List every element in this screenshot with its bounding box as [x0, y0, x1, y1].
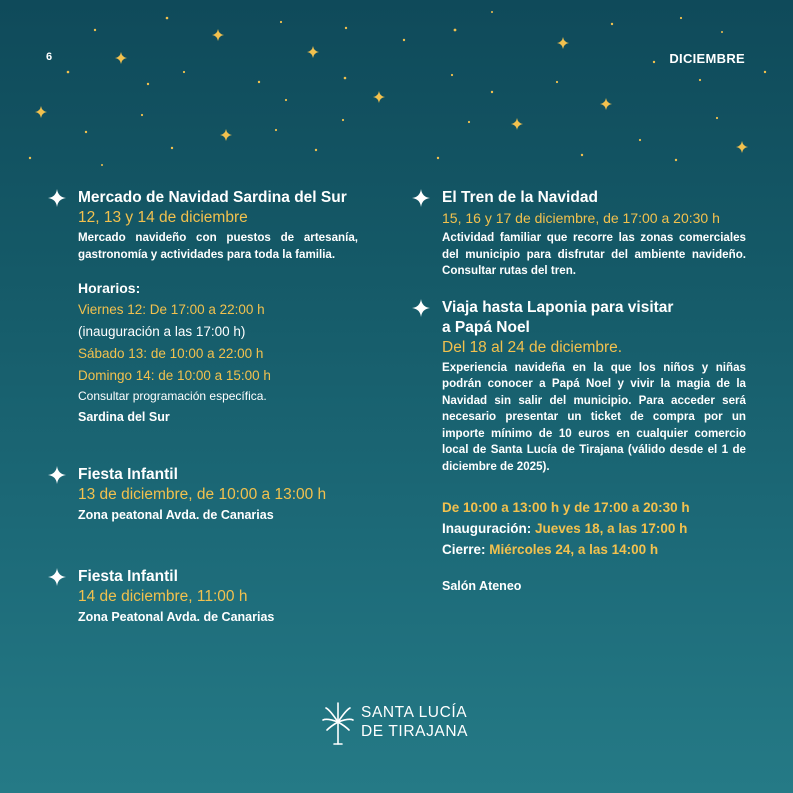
event-venue: Zona peatonal Avda. de Canarias	[78, 508, 274, 522]
event-description: Mercado navideño con puestos de artesanía, gastronomía y actividades para toda la familia.	[78, 231, 358, 261]
event-mercado-navidad	[48, 188, 358, 427]
event-title: El Tren de la Navidad	[442, 189, 598, 206]
event-fiesta-infantil-13	[48, 465, 358, 525]
event-fiesta-infantil-14	[48, 567, 358, 627]
municipality-logo	[321, 700, 481, 746]
schedule-line: Domingo 14: de 10:00 a 15:00 h	[78, 368, 271, 383]
opening-value: Jueves 18, a las 17:00 h	[535, 521, 688, 536]
event-title-line2: a Papá Noel	[442, 318, 530, 336]
logo-line2: DE TIRAJANA	[361, 723, 469, 740]
event-title: Mercado de Navidad Sardina del Sur	[78, 189, 347, 206]
event-date: 15, 16 y 17 de diciembre, de 17:00 a 20:30 h	[442, 210, 720, 226]
event-tren-navidad	[412, 188, 746, 280]
event-title: Fiesta Infantil	[78, 466, 178, 483]
page-number: 6	[46, 51, 53, 63]
right-column	[412, 188, 746, 596]
event-opening	[442, 518, 746, 539]
sparkle-icon	[48, 568, 66, 586]
event-closing	[442, 539, 746, 560]
sparkle-icon	[412, 189, 430, 207]
starfield-decoration	[0, 0, 793, 180]
logo-line1: SANTA LUCÍA	[361, 704, 468, 721]
closing-value: Miércoles 24, a las 14:00 h	[489, 542, 659, 557]
schedule-line: Viernes 12: De 17:00 a 22:00 h	[78, 302, 265, 317]
sparkle-icon	[48, 466, 66, 484]
event-date: 12, 13 y 14 de diciembre	[78, 209, 248, 226]
event-description: Actividad familiar que recorre las zonas comerciales del municipio para disfrutar del ambiente navideño. Consultar rutas del tren.	[442, 231, 746, 277]
sparkle-icon	[412, 299, 430, 317]
left-column	[48, 188, 358, 627]
event-venue: Salón Ateneo	[442, 579, 522, 593]
month-title: DICIEMBRE	[669, 51, 745, 66]
event-venue: Zona Peatonal Avda. de Canarias	[78, 610, 275, 624]
event-venue: Sardina del Sur	[78, 410, 170, 424]
event-date: Del 18 al 24 de diciembre.	[442, 338, 623, 356]
sparkle-icon	[48, 189, 66, 207]
palm-tree-icon	[321, 700, 355, 746]
event-date: 13 de diciembre, de 10:00 a 13:00 h	[78, 486, 327, 503]
schedule-line: (inauguración a las 17:00 h)	[78, 324, 246, 339]
schedule-line: Sábado 13: de 10:00 a 22:00 h	[78, 346, 264, 361]
event-date: 14 de diciembre, 11:00 h	[78, 588, 248, 605]
opening-label: Inauguración:	[442, 521, 532, 536]
schedule-heading: Horarios:	[78, 280, 141, 296]
event-description: Experiencia navideña en la que los niños y niñas podrán conocer a Papá Noel y vivir la magia de la Navidad sin salir del municipio. Para acceder será necesario presentar un ticket de compra por un importe mínimo de 10 euros en cualquier comercio local de Santa Lucía de Tirajana (válido desde el 1 de diciembre de 2025).	[442, 360, 746, 473]
event-title-line1: Viaja hasta Laponia para visitar	[442, 298, 674, 316]
logo-text	[361, 703, 468, 741]
event-title: Fiesta Infantil	[78, 568, 178, 585]
event-hours: De 10:00 a 13:00 h y de 17:00 a 20:30 h	[442, 500, 690, 515]
event-laponia-papa-noel	[412, 298, 746, 597]
closing-label: Cierre:	[442, 542, 486, 557]
event-note: Consultar programación específica.	[78, 389, 267, 403]
